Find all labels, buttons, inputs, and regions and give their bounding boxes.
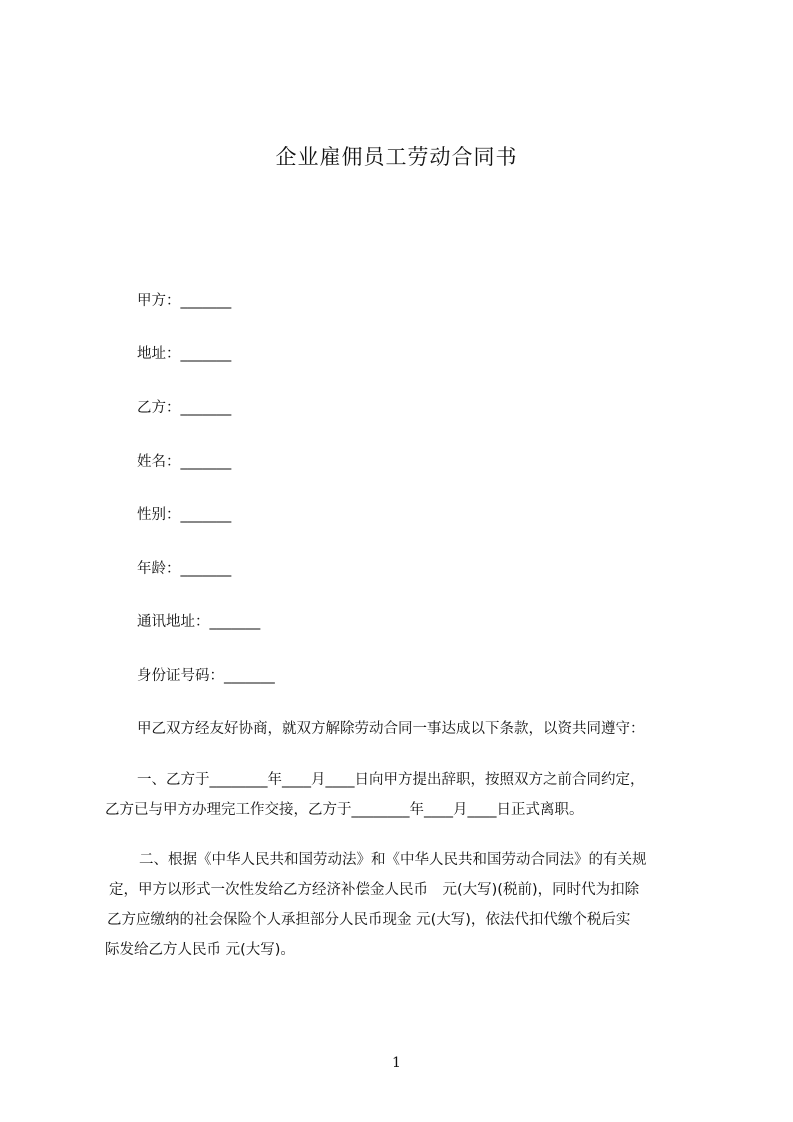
field-gender: 性别：_______ <box>137 507 232 523</box>
clause-one-line: 乙方已与甲方办理完工作交接，乙方于________年____月____日正式离职。 <box>105 802 584 818</box>
field-party-a: 甲方：_______ <box>137 293 232 309</box>
clause-two-line: 际发给乙方人民币 元(大写)。 <box>105 942 295 958</box>
clause-two-line: 定，甲方以形式一次性发给乙方经济补偿金人民币 元(大写)(税前)，同时代为扣除 <box>109 882 640 898</box>
clause-two-line: 乙方应缴纳的社会保险个人承担部分人民币现金 元(大写)，依法代扣代缴个税后实 <box>107 912 631 928</box>
page-number: 1 <box>392 1055 401 1071</box>
clause-one-line: 一、乙方于________年____月____日向甲方提出辞职，按照双方之前合同约定， <box>137 772 645 788</box>
clause-two <box>105 845 695 965</box>
field-mailing-address: 通讯地址：_______ <box>137 614 261 630</box>
field-address: 地址：_______ <box>137 346 232 362</box>
field-id-number: 身份证号码：_______ <box>137 668 275 684</box>
clause-one <box>105 765 695 825</box>
field-age: 年龄：_______ <box>137 561 232 577</box>
document-title: 企业雇佣员工劳动合同书 <box>275 145 518 169</box>
clause-two-line: 二、根据《中华人民共和国劳动法》和《中华人民共和国劳动合同法》的有关规 <box>139 852 647 868</box>
intro-paragraph: 甲乙双方经友好协商，就双方解除劳动合同一事达成以下条款，以资共同遵守： <box>137 721 645 737</box>
field-party-b: 乙方：_______ <box>137 400 232 416</box>
field-name: 姓名：_______ <box>137 454 232 470</box>
